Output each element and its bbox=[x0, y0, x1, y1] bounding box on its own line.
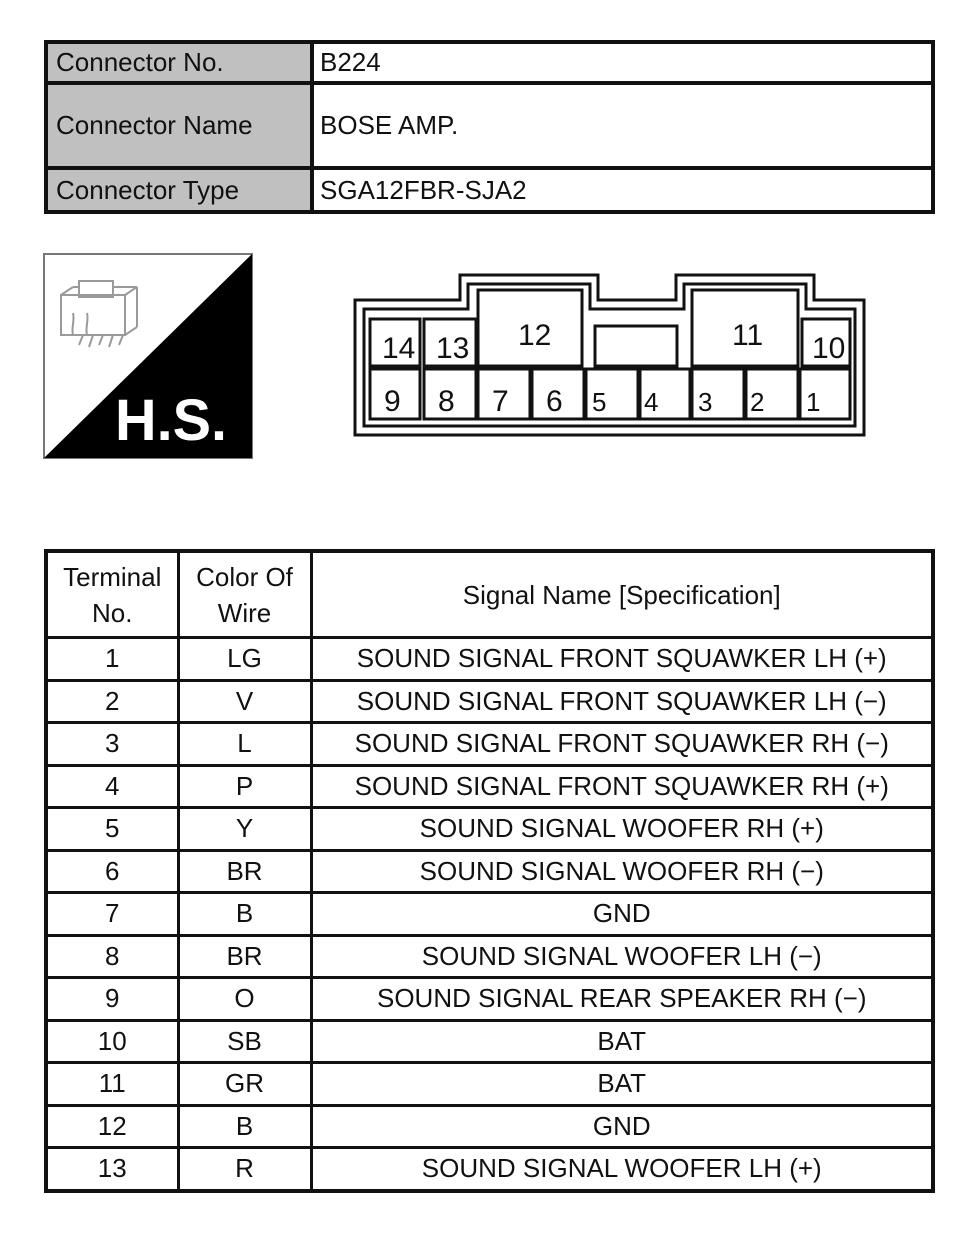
cavity-blank bbox=[595, 326, 677, 366]
pin-label: 14 bbox=[382, 332, 416, 365]
pin-label: 3 bbox=[698, 387, 713, 417]
signal-header: Signal Name [Specification] bbox=[311, 551, 933, 638]
table-row bbox=[46, 765, 933, 808]
signal-cell: BAT bbox=[311, 1063, 933, 1106]
signal-cell: SOUND SIGNAL WOOFER LH (+) bbox=[311, 1148, 933, 1191]
harness-side-badge bbox=[43, 253, 253, 459]
terminal-cell: 11 bbox=[46, 1063, 178, 1106]
connector-type-value: SGA12FBR-SJA2 bbox=[314, 170, 931, 210]
signal-cell: BAT bbox=[311, 1020, 933, 1063]
connector-type-label: Connector Type bbox=[48, 170, 314, 210]
connector-number-label: Connector No. bbox=[48, 44, 314, 85]
badge-text: H.S. bbox=[115, 388, 227, 453]
wire-color-cell: P bbox=[178, 765, 311, 808]
signal-cell: SOUND SIGNAL REAR SPEAKER RH (−) bbox=[311, 978, 933, 1021]
signal-cell: SOUND SIGNAL FRONT SQUAWKER LH (+) bbox=[311, 638, 933, 681]
wire-color-cell: GR bbox=[178, 1063, 311, 1106]
pin-label: 5 bbox=[592, 387, 607, 417]
signal-cell: SOUND SIGNAL WOOFER RH (+) bbox=[311, 808, 933, 851]
wire-color-cell: V bbox=[178, 680, 311, 723]
connector-name-label: Connector Name bbox=[48, 85, 314, 170]
signal-cell: SOUND SIGNAL FRONT SQUAWKER RH (+) bbox=[311, 765, 933, 808]
table-row bbox=[46, 1063, 933, 1106]
terminal-cell: 2 bbox=[46, 680, 178, 723]
wire-color-cell: B bbox=[178, 1105, 311, 1148]
signal-cell: SOUND SIGNAL WOOFER LH (−) bbox=[311, 935, 933, 978]
connector-name-value: BOSE AMP. bbox=[314, 85, 931, 170]
connector-face-diagram bbox=[352, 272, 868, 440]
wire-color-cell: Y bbox=[178, 808, 311, 851]
wire-color-cell: LG bbox=[178, 638, 311, 681]
table-row bbox=[46, 638, 933, 681]
table-row bbox=[46, 808, 933, 851]
terminal-cell: 5 bbox=[46, 808, 178, 851]
table-row bbox=[46, 978, 933, 1021]
signal-cell: SOUND SIGNAL FRONT SQUAWKER RH (−) bbox=[311, 723, 933, 766]
wire-color-cell: O bbox=[178, 978, 311, 1021]
pin-label: 12 bbox=[518, 319, 552, 352]
pin-label: 11 bbox=[732, 319, 764, 352]
wire-color-cell: R bbox=[178, 1148, 311, 1191]
pin-label: 8 bbox=[438, 385, 455, 418]
terminal-cell: 3 bbox=[46, 723, 178, 766]
terminal-table bbox=[44, 549, 935, 1193]
table-row bbox=[46, 1148, 933, 1191]
table-row bbox=[46, 723, 933, 766]
table-row bbox=[46, 1020, 933, 1063]
pin-label: 7 bbox=[492, 385, 509, 418]
pin-label: 10 bbox=[812, 332, 846, 365]
terminal-cell: 9 bbox=[46, 978, 178, 1021]
wire-color-cell: L bbox=[178, 723, 311, 766]
pin-label: 6 bbox=[546, 385, 563, 418]
terminal-cell: 4 bbox=[46, 765, 178, 808]
signal-cell: SOUND SIGNAL WOOFER RH (−) bbox=[311, 850, 933, 893]
wire-color-cell: B bbox=[178, 893, 311, 936]
table-header-row bbox=[46, 551, 933, 638]
terminal-cell: 7 bbox=[46, 893, 178, 936]
pin-label: 9 bbox=[384, 385, 401, 418]
table-row bbox=[46, 893, 933, 936]
table-row bbox=[46, 850, 933, 893]
pin-label: 13 bbox=[436, 332, 470, 365]
terminal-header: Terminal No. bbox=[46, 551, 178, 638]
pin-label: 2 bbox=[750, 387, 765, 417]
pin-label: 1 bbox=[806, 387, 821, 417]
table-row bbox=[46, 680, 933, 723]
table-row bbox=[46, 935, 933, 978]
terminal-cell: 1 bbox=[46, 638, 178, 681]
connector-number-value: B224 bbox=[314, 44, 931, 85]
wire-color-cell: BR bbox=[178, 935, 311, 978]
terminal-cell: 6 bbox=[46, 850, 178, 893]
table-row bbox=[46, 1105, 933, 1148]
terminal-cell: 12 bbox=[46, 1105, 178, 1148]
terminal-cell: 8 bbox=[46, 935, 178, 978]
pin-label: 4 bbox=[644, 387, 659, 417]
signal-cell: GND bbox=[311, 1105, 933, 1148]
color-header: Color Of Wire bbox=[178, 551, 311, 638]
connector-info-table bbox=[44, 40, 935, 214]
signal-cell: SOUND SIGNAL FRONT SQUAWKER LH (−) bbox=[311, 680, 933, 723]
wire-color-cell: SB bbox=[178, 1020, 311, 1063]
signal-cell: GND bbox=[311, 893, 933, 936]
terminal-cell: 10 bbox=[46, 1020, 178, 1063]
wire-color-cell: BR bbox=[178, 850, 311, 893]
terminal-cell: 13 bbox=[46, 1148, 178, 1191]
